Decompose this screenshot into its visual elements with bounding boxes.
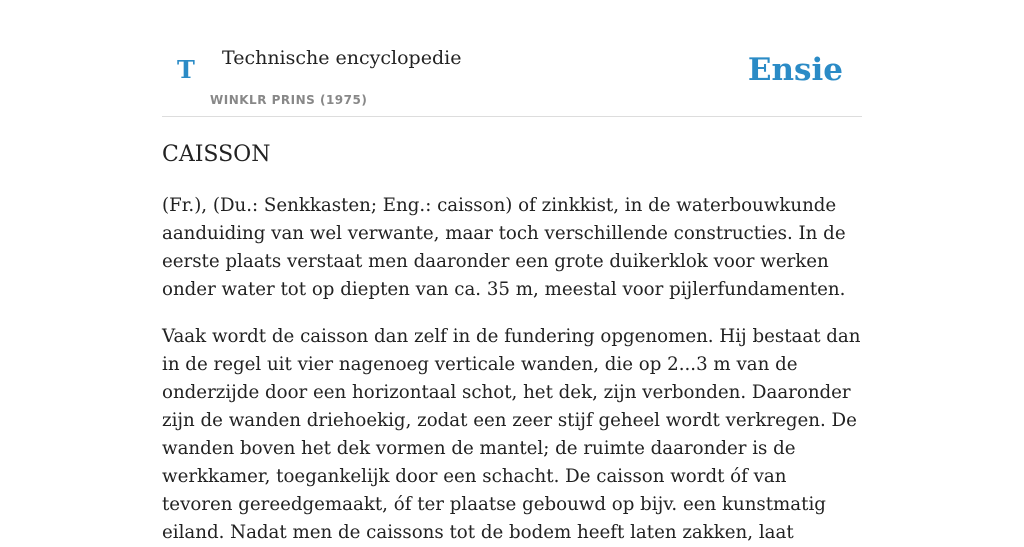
book-source-label: WINKLR PRINS (1975) [210, 93, 368, 107]
book-title-link[interactable]: Technische encyclopedie [222, 47, 462, 69]
book-header [162, 0, 862, 117]
article-paragraph-2: Vaak wordt de caisson dan zelf in de fundering opgenomen. Hij bestaat dan in de regel uit vier nagenoeg verticale wanden, die op 2...3 m van de onderzijde door een horizontaal schot, het dek, zijn verbonden. Daaronder zijn de wanden driehoekig, zodat een zeer stijf geheel wordt verkregen. De wanden boven het dek vormen de mantel; de ruimte daaronder is de werkkamer, toegankelijk door een schacht. De caisson wordt óf van tevoren gereedgemaakt, óf ter plaatse gebouwd op bijv. een kunstmatig eiland. Nadat men de caissons tot de bodem heeft laten zakken, laat [162, 326, 861, 543]
ensie-brand-link[interactable]: Ensie [747, 52, 843, 88]
article-headword: CAISSON [162, 142, 271, 167]
article-paragraph-1: (Fr.), (Du.: Senkkasten; Eng.: caisson) of zinkkist, in de waterbouwkunde aanduiding van wel verwante, maar toch verschillende constructies. In de eerste plaats verstaat men daaronder een grote duikerklok voor werken onder water tot op diepten van ca. 35 m, meestal voor pijlerfundamenten. [162, 195, 846, 300]
book-logo-link[interactable]: T [177, 55, 195, 84]
article [162, 140, 862, 547]
